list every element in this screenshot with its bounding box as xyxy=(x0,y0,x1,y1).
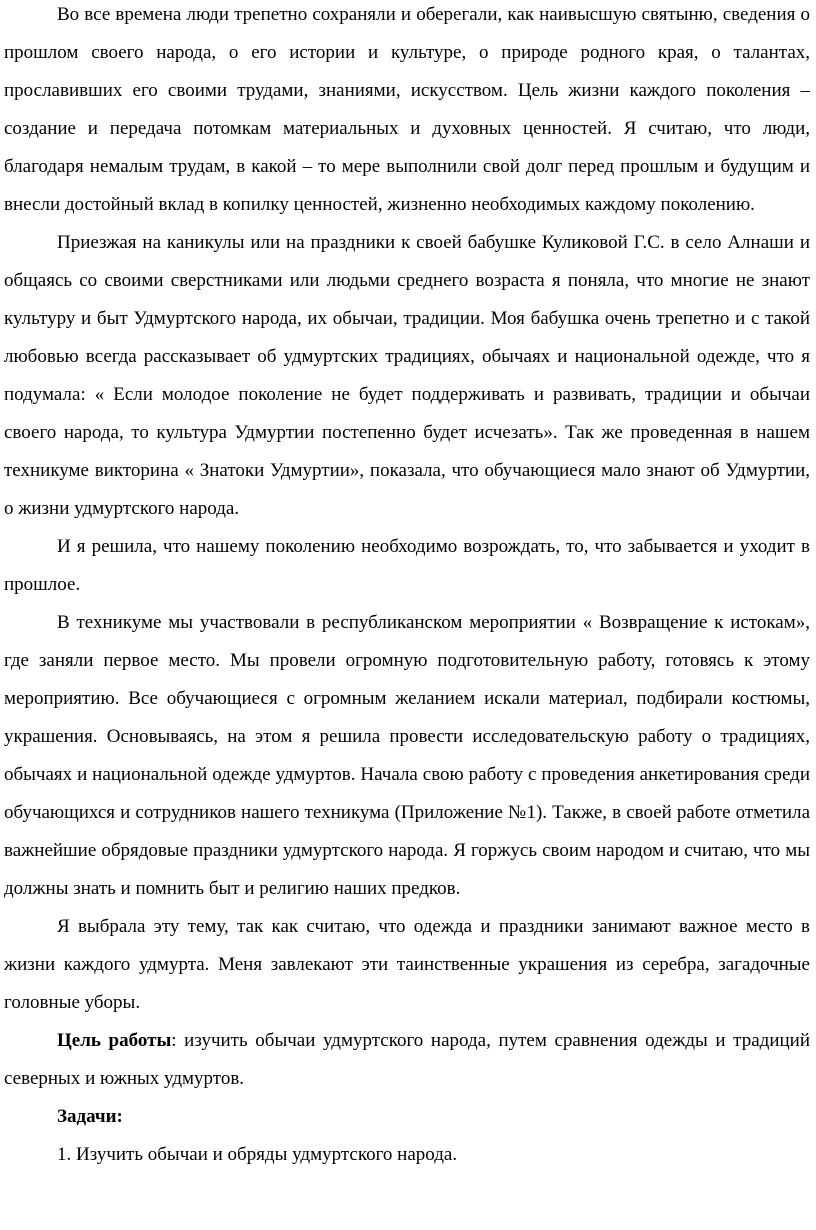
paragraph-goal xyxy=(4,1022,810,1098)
tasks-heading: Задачи: xyxy=(57,1106,123,1127)
paragraph-intro: Во все времена люди трепетно сохраняли и оберегали, как наивысшую святыню, сведения о прошлом своего народа, о его истории и культуре, о природе родного края, о талантах, прославивших его своими трудами, знаниями, искусством. Цель жизни каждого поколения – создание и передача потомкам материальных и духовных ценностей. Я считаю, что люди, благодаря немалым трудам, в какой – то мере выполнили свой долг перед прошлым и будущим и внесли достойный вклад в копилку ценностей, жизненно необходимых каждому поколению. xyxy=(4,4,810,215)
task-item-1: 1. Изучить обычаи и обряды удмуртского народа. xyxy=(57,1144,458,1165)
paragraph-event: В техникуме мы участвовали в республиканском мероприятии « Возвращение к истокам», где заняли первое место. Мы провели огромную подготовительную работу, готовясь к этому мероприятию. Все обучающиеся с огромным желанием искали материал, подбирали костюмы, украшения. Основываясь, на этом я решила провести исследовательскую работу о традициях, обычаях и национальной одежде удмуртов. Начала свою работу с проведения анкетирования среди обучающихся и сотрудников нашего техникума (Приложение №1). Также, в своей работе отметила важнейшие обрядовые праздники удмуртского народа. Я горжусь своим народом и считаю, что мы должны знать и помнить быт и религию наших предков. xyxy=(4,612,810,899)
tasks-heading-line xyxy=(4,1098,810,1136)
paragraph-topic-choice: Я выбрала эту тему, так как считаю, что одежда и праздники занимают важное место в жизни каждого удмурта. Меня завлекают эти таинственные украшения из серебра, загадочные головные уборы. xyxy=(4,916,810,1013)
paragraph-grandmother: Приезжая на каникулы или на праздники к своей бабушке Куликовой Г.С. в село Алнаши и общаясь со своими сверстниками или людьми среднего возраста я поняла, что многие не знают культуру и быт Удмуртского народа, их обычаи, традиции. Моя бабушка очень трепетно и с такой любовью всегда рассказывает об удмуртских традициях, обычаях и национальной одежде, что я подумала: « Если молодое поколение не будет поддерживать и развивать, традиции и обычаи своего народа, то культура Удмуртии постепенно будет исчезать». Так же проведенная в нашем техникуме викторина « Знатоки Удмуртии», показала, что обучающиеся мало знают об Удмуртии, о жизни удмуртского народа. xyxy=(4,232,810,519)
goal-text: : изучить обычаи удмуртского народа, путем сравнения одежды и традиций северных и южных удмуртов. xyxy=(4,1030,810,1089)
goal-label: Цель работы xyxy=(57,1030,172,1051)
paragraph-decision: И я решила, что нашему поколению необходимо возрождать, то, что забывается и уходит в прошлое. xyxy=(4,536,810,595)
